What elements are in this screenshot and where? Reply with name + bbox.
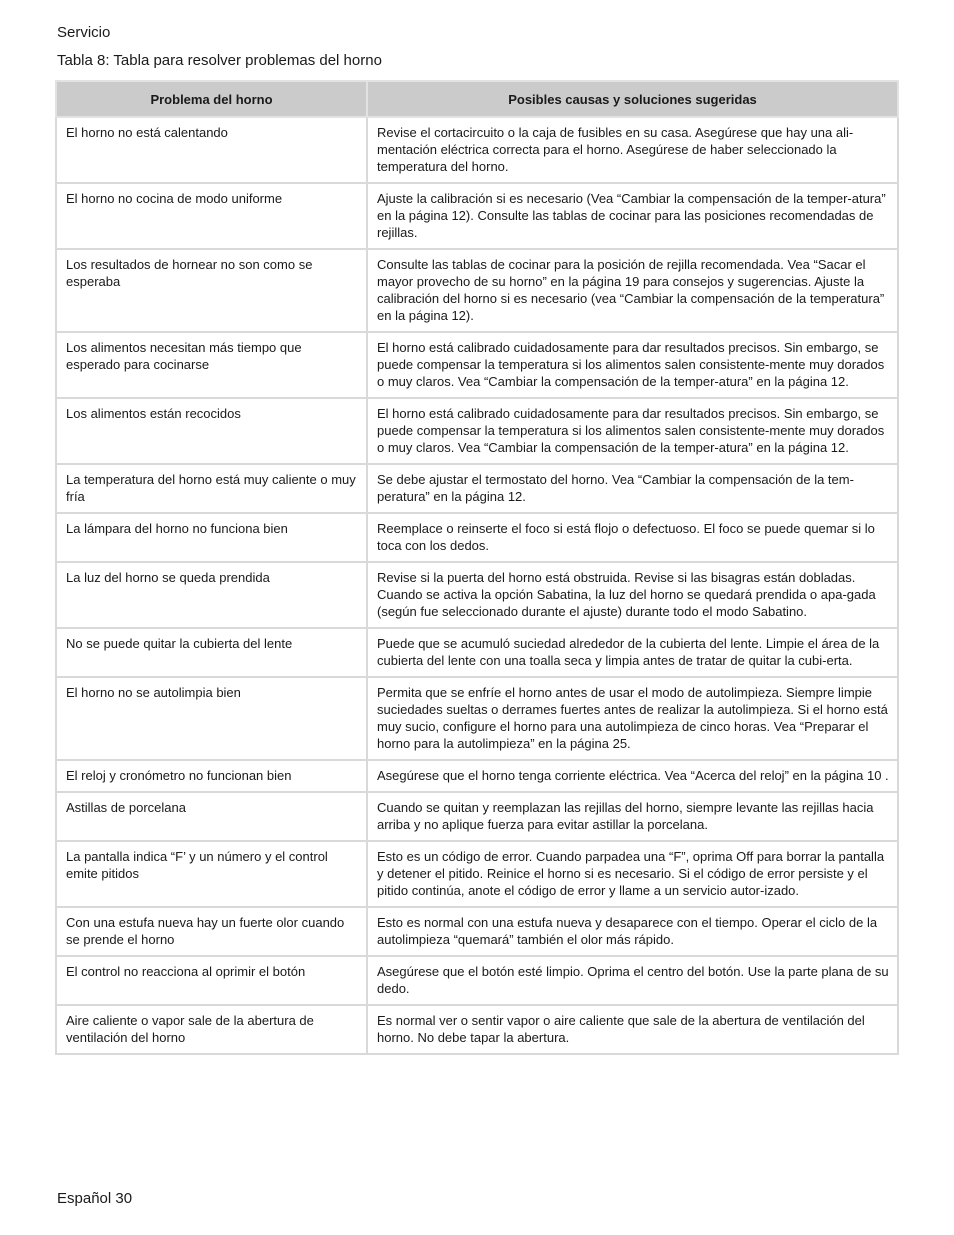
table-row (56, 398, 898, 464)
table-row (56, 249, 898, 332)
table-row (56, 1005, 898, 1054)
problem-cell: La lámpara del horno no funciona bien (56, 513, 367, 562)
problem-cell: El horno no cocina de modo uniforme (56, 183, 367, 249)
table-caption: Tabla 8: Tabla para resolver problemas del horno (57, 52, 382, 69)
solution-cell: Cuando se quitan y reemplazan las rejillas del horno, siempre levante las rejillas hacia arriba y no aplique fuerza para evitar astillar la porcelana. (367, 792, 898, 841)
problem-cell: La pantalla indica “F’ y un número y el control emite pitidos (56, 841, 367, 907)
table-row (56, 332, 898, 398)
table-row (56, 562, 898, 628)
table-row (56, 677, 898, 760)
solution-cell: Reemplace o reinserte el foco si está flojo o defectuoso. El foco se puede quemar si lo toca con los dedos. (367, 513, 898, 562)
solution-cell: Revise si la puerta del horno está obstruida. Revise si las bisagras están dobladas. Cuando se activa la opción Sabatina, la luz del horno se quedará prendida o apa-gada (según fue seleccionado durante el ajuste) durante todo el modo Sabatino. (367, 562, 898, 628)
solution-cell: Es normal ver o sentir vapor o aire caliente que sale de la abertura de ventilación del horno. No debe tapar la abertura. (367, 1005, 898, 1054)
problem-cell: El horno no está calentando (56, 117, 367, 183)
problem-cell: Con una estufa nueva hay un fuerte olor cuando se prende el horno (56, 907, 367, 956)
table-row (56, 183, 898, 249)
solution-cell: Puede que se acumuló suciedad alrededor de la cubierta del lente. Limpie el área de la cubierta del lente con una toalla seca y limpia antes de tratar de quitar la cubi-erta. (367, 628, 898, 677)
table-row (56, 792, 898, 841)
troubleshooting-table (55, 80, 899, 1055)
problem-cell: Aire caliente o vapor sale de la abertura de ventilación del horno (56, 1005, 367, 1054)
table-row (56, 841, 898, 907)
solution-cell: Ajuste la calibración si es necesario (Vea “Cambiar la compensación de la temper-atura” en la página 12). Consulte las tablas de cocinar para las posiciones recomendadas de rejillas. (367, 183, 898, 249)
solution-cell: Esto es normal con una estufa nueva y desaparece con el tiempo. Operar el ciclo de la autolimpieza “quemará” también el olor más rápido. (367, 907, 898, 956)
solution-cell: Revise el cortacircuito o la caja de fusibles en su casa. Asegúrese que hay una ali-mentación eléctrica correcta para el horno. Asegúrese de haber seleccionado la temperatura del horno. (367, 117, 898, 183)
table-header-row (56, 81, 898, 117)
table-row (56, 956, 898, 1005)
solution-cell: Consulte las tablas de cocinar para la posición de rejilla recomendada. Vea “Sacar el mayor provecho de su horno” en la página 19 para consejos y sugerencias. Ajuste la calibración del horno si es necesario (vea “Cambiar la compensación de la temperatura” en la página 12). (367, 249, 898, 332)
solution-cell: Esto es un código de error. Cuando parpadea una “F”, oprima Off para borrar la pantalla y detener el pitido. Reinice el horno si es necesario. Si el código de error persiste y el pitido continúa, anote el código de error y llame a un servicio autor-izado. (367, 841, 898, 907)
solution-cell: Asegúrese que el botón esté limpio. Oprima el centro del botón. Use la parte plana de su dedo. (367, 956, 898, 1005)
problem-cell: No se puede quitar la cubierta del lente (56, 628, 367, 677)
solution-cell: El horno está calibrado cuidadosamente para dar resultados precisos. Sin embargo, se puede compensar la temperatura si los alimentos salen consistente-mente muy dorados o muy claros. Vea “Cambiar la compensación de la temper-atura” en la página 12. (367, 332, 898, 398)
page-footer: Español 30 (57, 1190, 133, 1207)
table-body (56, 117, 898, 1054)
table-row (56, 464, 898, 513)
problem-cell: Astillas de porcelana (56, 792, 367, 841)
problem-cell: El control no reacciona al oprimir el botón (56, 956, 367, 1005)
section-header: Servicio (57, 24, 111, 41)
problem-cell: La temperatura del horno está muy caliente o muy fría (56, 464, 367, 513)
solution-cell: Asegúrese que el horno tenga corriente eléctrica. Vea “Acerca del reloj” en la página 10 . (367, 760, 898, 792)
problem-cell: El reloj y cronómetro no funcionan bien (56, 760, 367, 792)
solution-cell: Se debe ajustar el termostato del horno. Vea “Cambiar la compensación de la tem-peratura” en la página 12. (367, 464, 898, 513)
column-header-problem: Problema del horno (56, 81, 367, 117)
solution-cell: El horno está calibrado cuidadosamente para dar resultados precisos. Sin embargo, se puede compensar la temperatura si los alimentos salen consistente-mente muy dorados o muy claros. Vea “Cambiar la compensación de la temper-atura” en la página 12. (367, 398, 898, 464)
table-row (56, 907, 898, 956)
column-header-solution: Posibles causas y soluciones sugeridas (367, 81, 898, 117)
problem-cell: El horno no se autolimpia bien (56, 677, 367, 760)
table-row (56, 760, 898, 792)
problem-cell: Los resultados de hornear no son como se esperaba (56, 249, 367, 332)
problem-cell: Los alimentos están recocidos (56, 398, 367, 464)
table-row (56, 628, 898, 677)
problem-cell: La luz del horno se queda prendida (56, 562, 367, 628)
table-row (56, 117, 898, 183)
table-row (56, 513, 898, 562)
problem-cell: Los alimentos necesitan más tiempo que esperado para cocinarse (56, 332, 367, 398)
solution-cell: Permita que se enfríe el horno antes de usar el modo de autolimpieza. Siempre limpie suciedades sueltas o derrames fuertes antes de realizar la autolimpieza. Si el horno está muy sucio, configure el horno para una autolimpieza de cinco horas. Vea “Preparar el horno para la autolimpieza” en la página 25. (367, 677, 898, 760)
